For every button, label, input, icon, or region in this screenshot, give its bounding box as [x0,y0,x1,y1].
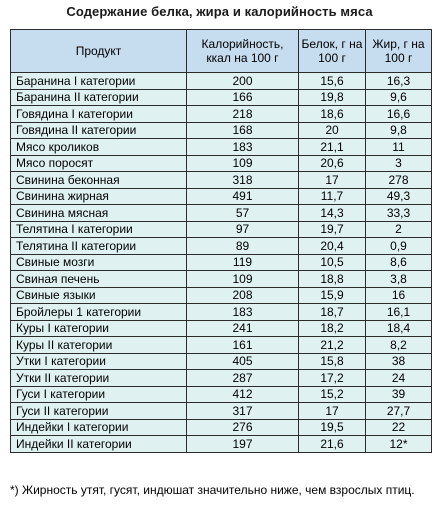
product-name-cell: Свинина мясная [11,205,187,222]
table-row [11,304,432,321]
nutrition-table [10,29,432,453]
header-fat: Жир, г на 100 г [366,30,432,73]
calories-cell: 109 [187,155,299,172]
product-name-cell: Утки I категории [11,353,187,370]
header-row [11,30,432,73]
protein-cell: 21,6 [299,436,366,453]
protein-cell: 18,8 [299,271,366,288]
protein-cell: 15,2 [299,386,366,403]
calories-cell: 161 [187,337,299,354]
table-row [11,436,432,453]
product-name-cell: Свиные мозги [11,254,187,271]
product-name-cell: Гуси II категории [11,403,187,420]
fat-cell: 8,2 [366,337,432,354]
table-row [11,89,432,106]
table-row [11,221,432,238]
protein-cell: 21,2 [299,337,366,354]
protein-cell: 14,3 [299,205,366,222]
protein-cell: 20 [299,122,366,139]
fat-cell: 9,6 [366,89,432,106]
product-name-cell: Куры II категории [11,337,187,354]
fat-cell: 3,8 [366,271,432,288]
fat-cell: 3 [366,155,432,172]
protein-cell: 19,8 [299,89,366,106]
calories-cell: 276 [187,419,299,436]
protein-cell: 20,6 [299,155,366,172]
product-name-cell: Мясо кроликов [11,139,187,156]
protein-cell: 21,1 [299,139,366,156]
table-row [11,122,432,139]
protein-cell: 19,5 [299,419,366,436]
calories-cell: 183 [187,139,299,156]
product-name-cell: Свиная печень [11,271,187,288]
table-row [11,205,432,222]
calories-cell: 218 [187,106,299,123]
calories-cell: 241 [187,320,299,337]
table-row [11,254,432,271]
product-name-cell: Свинина беконная [11,172,187,189]
product-name-cell: Свинина жирная [11,188,187,205]
table-row [11,73,432,90]
product-name-cell: Куры I категории [11,320,187,337]
protein-cell: 15,6 [299,73,366,90]
header-protein: Белок, г на 100 г [299,30,366,73]
fat-cell: 11 [366,139,432,156]
calories-cell: 412 [187,386,299,403]
product-name-cell: Бройлеры 1 категории [11,304,187,321]
table-row [11,419,432,436]
protein-cell: 15,8 [299,353,366,370]
calories-cell: 97 [187,221,299,238]
product-name-cell: Говядина II категории [11,122,187,139]
protein-cell: 19,7 [299,221,366,238]
calories-cell: 166 [187,89,299,106]
product-name-cell: Свиные языки [11,287,187,304]
header-calories: Калорийность, ккал на 100 г [187,30,299,73]
fat-cell: 39 [366,386,432,403]
calories-cell: 317 [187,403,299,420]
table-row [11,271,432,288]
fat-cell: 16,1 [366,304,432,321]
calories-cell: 119 [187,254,299,271]
table-row [11,188,432,205]
calories-cell: 168 [187,122,299,139]
fat-cell: 27,7 [366,403,432,420]
fat-cell: 38 [366,353,432,370]
header-product: Продукт [11,30,187,73]
table-row [11,320,432,337]
product-name-cell: Утки II категории [11,370,187,387]
product-name-cell: Индейки II категории [11,436,187,453]
table-row [11,337,432,354]
product-name-cell: Индейки I категории [11,419,187,436]
calories-cell: 89 [187,238,299,255]
fat-cell: 12* [366,436,432,453]
fat-cell: 9,8 [366,122,432,139]
table-header [11,30,432,73]
table-row [11,238,432,255]
protein-cell: 17 [299,172,366,189]
fat-cell: 2 [366,221,432,238]
table-row [11,106,432,123]
table-row [11,172,432,189]
calories-cell: 109 [187,271,299,288]
fat-cell: 278 [366,172,432,189]
page-title: Содержание белка, жира и калорийность мяса [66,4,373,19]
calories-cell: 491 [187,188,299,205]
fat-cell: 24 [366,370,432,387]
protein-cell: 18,7 [299,304,366,321]
protein-cell: 15,9 [299,287,366,304]
table-row [11,287,432,304]
protein-cell: 18,2 [299,320,366,337]
product-name-cell: Телятина I категории [11,221,187,238]
product-name-cell: Гуси I категории [11,386,187,403]
table-row [11,139,432,156]
table-row [11,386,432,403]
protein-cell: 18,6 [299,106,366,123]
fat-cell: 33,3 [366,205,432,222]
calories-cell: 183 [187,304,299,321]
calories-cell: 200 [187,73,299,90]
product-name-cell: Говядина I категории [11,106,187,123]
fat-cell: 16,3 [366,73,432,90]
product-name-cell: Баранина II категории [11,89,187,106]
footnote: *) Жирность утят, гусят, индюшат значительно ниже, чем взрослых птиц. [10,483,415,497]
protein-cell: 10,5 [299,254,366,271]
fat-cell: 8,6 [366,254,432,271]
calories-cell: 287 [187,370,299,387]
protein-cell: 11,7 [299,188,366,205]
calories-cell: 57 [187,205,299,222]
product-name-cell: Мясо поросят [11,155,187,172]
fat-cell: 16,6 [366,106,432,123]
table-row [11,403,432,420]
fat-cell: 49,3 [366,188,432,205]
calories-cell: 318 [187,172,299,189]
protein-cell: 17,2 [299,370,366,387]
table-body [11,73,432,453]
fat-cell: 22 [366,419,432,436]
protein-cell: 17 [299,403,366,420]
table-row [11,370,432,387]
table-row [11,353,432,370]
fat-cell: 18,4 [366,320,432,337]
calories-cell: 208 [187,287,299,304]
product-name-cell: Телятина II категории [11,238,187,255]
protein-cell: 20,4 [299,238,366,255]
calories-cell: 197 [187,436,299,453]
table-row [11,155,432,172]
calories-cell: 405 [187,353,299,370]
fat-cell: 0,9 [366,238,432,255]
product-name-cell: Баранина I категории [11,73,187,90]
fat-cell: 16 [366,287,432,304]
